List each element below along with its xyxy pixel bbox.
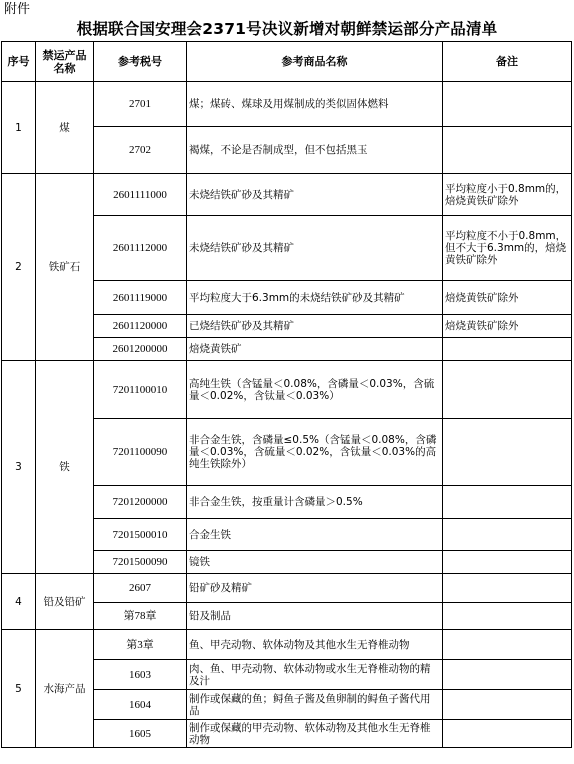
tax-no-cell: 7201200000 bbox=[94, 486, 187, 519]
product-cell: 非合金生铁，含磷量≤0.5%（含锰量＜0.08%，含磷量＜0.03%，含硫量＜0.02%，含钛量＜0.03%的高纯生铁除外） bbox=[187, 419, 443, 486]
remark-cell bbox=[443, 419, 572, 486]
attachment-label: 附件 bbox=[4, 2, 31, 17]
remark-cell bbox=[443, 630, 572, 660]
group-seq: 1 bbox=[2, 82, 36, 174]
document-title: 根据联合国安理会2371号决议新增对朝鲜禁运部分产品清单 bbox=[76, 20, 498, 38]
tax-no-cell: 2601120000 bbox=[94, 315, 187, 338]
product-cell: 肉、鱼、甲壳动物、软体动物或水生无脊椎动物的精及汁 bbox=[187, 660, 443, 690]
group-category: 铅及铅矿 bbox=[36, 574, 94, 630]
product-cell: 非合金生铁，按重量计含磷量＞0.5% bbox=[187, 486, 443, 519]
product-cell: 未烧结铁矿砂及其精矿 bbox=[187, 174, 443, 216]
group-category: 煤 bbox=[36, 82, 94, 174]
tax-no-cell: 第3章 bbox=[94, 630, 187, 660]
remark-cell bbox=[443, 551, 572, 574]
remark-cell bbox=[443, 486, 572, 519]
group-seq: 4 bbox=[2, 574, 36, 630]
tax-no-cell: 1605 bbox=[94, 720, 187, 748]
product-cell: 制作或保藏的鱼；鲟鱼子酱及鱼卵制的鲟鱼子酱代用品 bbox=[187, 690, 443, 720]
tax-no-cell: 2701 bbox=[94, 82, 187, 127]
tax-no-cell: 7201500010 bbox=[94, 519, 187, 551]
product-cell: 铅及制品 bbox=[187, 603, 443, 630]
product-cell: 鱼、甲壳动物、软体动物及其他水生无脊椎动物 bbox=[187, 630, 443, 660]
group-seq: 2 bbox=[2, 174, 36, 361]
remark-cell bbox=[443, 720, 572, 748]
tax-no-cell: 第78章 bbox=[94, 603, 187, 630]
remark-cell: 焙烧黄铁矿除外 bbox=[443, 315, 572, 338]
table-row bbox=[2, 361, 572, 419]
product-cell: 镜铁 bbox=[187, 551, 443, 574]
header-row bbox=[2, 42, 572, 82]
tax-no-cell: 7201100090 bbox=[94, 419, 187, 486]
table-row bbox=[2, 630, 572, 660]
remark-cell: 平均粒度小于0.8mm的，焙烧黄铁矿除外 bbox=[443, 174, 572, 216]
group-category: 铁 bbox=[36, 361, 94, 574]
product-cell: 褐煤，不论是否制成型，但不包括黑玉 bbox=[187, 127, 443, 174]
remark-cell bbox=[443, 690, 572, 720]
remark-cell bbox=[443, 361, 572, 419]
remark-cell bbox=[443, 660, 572, 690]
remark-cell bbox=[443, 127, 572, 174]
tax-no-cell: 2607 bbox=[94, 574, 187, 603]
tax-no-cell: 2601111000 bbox=[94, 174, 187, 216]
remark-cell bbox=[443, 82, 572, 127]
table-row bbox=[2, 174, 572, 216]
product-cell: 平均粒度大于6.3mm的未烧结铁矿砂及其精矿 bbox=[187, 281, 443, 315]
remark-cell bbox=[443, 574, 572, 603]
group-category: 铁矿石 bbox=[36, 174, 94, 361]
tax-no-cell: 1604 bbox=[94, 690, 187, 720]
product-cell: 已烧结铁矿砂及其精矿 bbox=[187, 315, 443, 338]
embargo-table bbox=[1, 41, 572, 748]
product-cell: 高纯生铁（含锰量＜0.08%，含磷量＜0.03%，含硫量＜0.02%，含钛量＜0.03%） bbox=[187, 361, 443, 419]
remark-cell bbox=[443, 603, 572, 630]
tax-no-cell: 2702 bbox=[94, 127, 187, 174]
header-seq: 序号 bbox=[2, 42, 36, 82]
remark-cell: 焙烧黄铁矿除外 bbox=[443, 281, 572, 315]
table-row bbox=[2, 574, 572, 603]
tax-no-cell: 2601112000 bbox=[94, 216, 187, 281]
group-seq: 3 bbox=[2, 361, 36, 574]
tax-no-cell: 1603 bbox=[94, 660, 187, 690]
product-cell: 煤；煤砖、煤球及用煤制成的类似固体燃料 bbox=[187, 82, 443, 127]
header-remark: 备注 bbox=[443, 42, 572, 82]
header-tax-no: 参考税号 bbox=[94, 42, 187, 82]
header-category: 禁运产品名称 bbox=[36, 42, 94, 82]
product-cell: 焙烧黄铁矿 bbox=[187, 338, 443, 361]
tax-no-cell: 2601200000 bbox=[94, 338, 187, 361]
header-product: 参考商品名称 bbox=[187, 42, 443, 82]
tax-no-cell: 2601119000 bbox=[94, 281, 187, 315]
table-row bbox=[2, 82, 572, 127]
remark-cell bbox=[443, 519, 572, 551]
tax-no-cell: 7201100010 bbox=[94, 361, 187, 419]
remark-cell bbox=[443, 338, 572, 361]
group-category: 水海产品 bbox=[36, 630, 94, 748]
product-cell: 未烧结铁矿砂及其精矿 bbox=[187, 216, 443, 281]
group-seq: 5 bbox=[2, 630, 36, 748]
product-cell: 合金生铁 bbox=[187, 519, 443, 551]
product-cell: 铅矿砂及精矿 bbox=[187, 574, 443, 603]
tax-no-cell: 7201500090 bbox=[94, 551, 187, 574]
remark-cell: 平均粒度不小于0.8mm，但不大于6.3mm的，焙烧黄铁矿除外 bbox=[443, 216, 572, 281]
product-cell: 制作或保藏的甲壳动物、软体动物及其他水生无脊椎动物 bbox=[187, 720, 443, 748]
